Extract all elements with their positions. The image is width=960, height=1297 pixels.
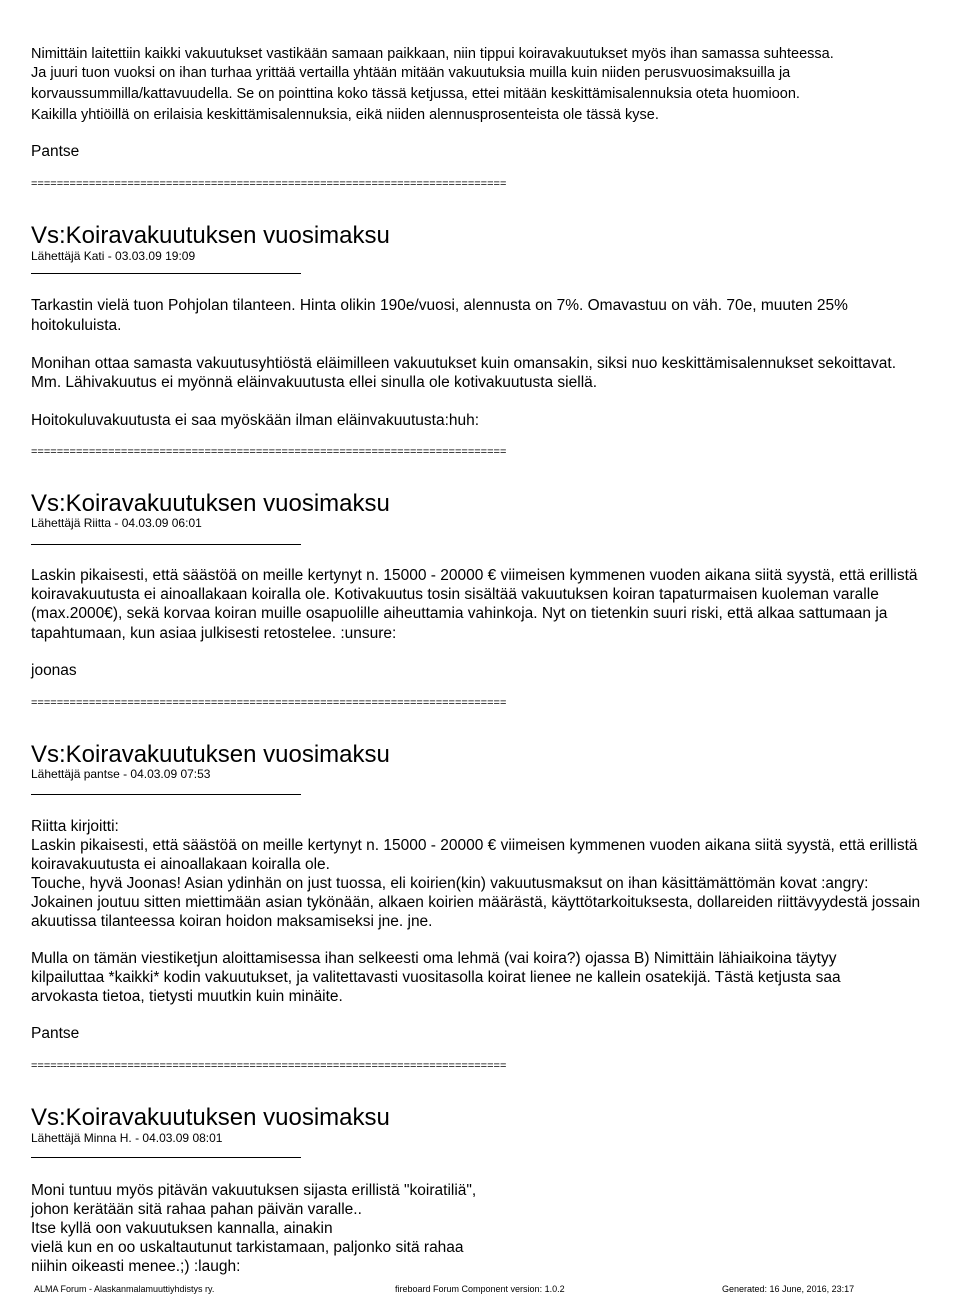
post-line: Monihan ottaa samasta vakuutusyhtiöstä eläimilleen vakuutukset kuin omansakin, siksi nuo keskittämisalennukset sekoittavat.: [31, 355, 897, 372]
post-title: Vs:Koiravakuutuksen vuosimaksu: [31, 1104, 390, 1131]
post-line: arvokasta tietoa, tietysti muutkin kuin minäite.: [31, 988, 343, 1005]
post-line: tapahtumaan, kun asiaa julkisesti retostelee. :unsure:: [31, 625, 397, 642]
post-line: niihin oikeasti menee.;) :laugh:: [31, 1258, 241, 1275]
post-line: Hoitokuluvakuutusta ei saa myöskään ilman eläinvakuutusta:huh:: [31, 412, 480, 429]
post-title: Vs:Koiravakuutuksen vuosimaksu: [31, 741, 390, 768]
post-line: Mulla on tämän viestiketjun aloittamisessa ihan selkeesti oma lehmä (vai koira?) ojassa B) Nimittäin lähiaikoina täytyy: [31, 950, 837, 967]
post-divider: [31, 1157, 301, 1158]
post-divider: [31, 794, 301, 795]
post-meta: Lähettäjä Kati - 03.03.09 19:09: [31, 249, 196, 263]
footer-site-name: ALMA Forum - Alaskanmalamuuttiyhdistys ry.: [34, 1284, 215, 1294]
post-signature: joonas: [31, 662, 77, 679]
post-line: Laskin pikaisesti, että säästöä on meille kertynyt n. 15000 - 20000 € viimeisen kymmenen vuoden aikana siitä syystä, että erillistä: [31, 567, 918, 584]
post-line: Jokainen joutuu sitten miettimään asian tykönään, alkaen koirien määrästä, käyttötarkoituksesta, dollareiden riittävyydestä jossain: [31, 894, 921, 911]
post-meta: Lähettäjä pantse - 04.03.09 07:53: [31, 767, 211, 781]
post-line: johon kerätään sitä rahaa pahan päivän varalle..: [31, 1201, 362, 1218]
intro-line: Ja juuri tuon vuoksi on ihan turhaa yrittää vertailla yhtään mitään vakuutuksia muilla kuin niiden perusvuosimaksuilla ja: [31, 65, 791, 81]
post-divider: [31, 544, 301, 545]
footer-generated-date: Generated: 16 June, 2016, 23:17: [722, 1284, 855, 1294]
separator: ==========================================================================: [31, 178, 507, 190]
post-line: akuutissa tilanteessa koiran hoidon maksamiseksi jne. jne.: [31, 913, 433, 930]
separator: ==========================================================================: [31, 1060, 507, 1072]
post-line: kilpailuttaa *kaikki* kodin vakuutukset, ja valitettavasti vuositasolla koirat lienee ne kallein osatekijä. Tästä ketjusta saa: [31, 969, 841, 986]
post-line: (max.2000€), sekä korvaa koiran muille osapuolille aiheuttamia vahinkoja. Nyt on tietenkin suuri riski, että alkaa sattumaan ja: [31, 605, 888, 622]
post-line: Moni tuntuu myös pitävän vakuutuksen sijasta erillistä "koiratiliä",: [31, 1182, 477, 1199]
post-meta: Lähettäjä Minna H. - 04.03.09 08:01: [31, 1131, 223, 1145]
post-line: Itse kyllä oon vakuutuksen kannalla, ainakin: [31, 1220, 333, 1237]
quote-header: Riitta kirjoitti:: [31, 818, 119, 835]
intro-signature: Pantse: [31, 143, 80, 160]
post-meta: Lähettäjä Riitta - 04.03.09 06:01: [31, 516, 202, 530]
footer-component-version: fireboard Forum Component version: 1.0.2: [395, 1284, 565, 1294]
post-title: Vs:Koiravakuutuksen vuosimaksu: [31, 222, 390, 249]
post-divider: [31, 273, 301, 274]
intro-line: korvaussummilla/kattavuudella. Se on pointtina koko tässä ketjussa, ettei mitään keskittämisalennuksia oteta huomioon.: [31, 86, 800, 102]
separator: ==========================================================================: [31, 697, 507, 709]
post-line: Tarkastin vielä tuon Pohjolan tilanteen. Hinta olikin 190e/vuosi, alennusta on 7%. Omavastuu on väh. 70e, muuten 25%: [31, 297, 848, 314]
quote-line: koiravakuutusta ei ainoallakaan koiralla ole.: [31, 856, 330, 873]
post-line: Touche, hyvä Joonas! Asian ydinhän on just tuossa, eli koirien(kin) vakuutusmaksut on ihan käsittämättömän kovat :angry:: [31, 875, 869, 892]
intro-line: Kaikilla yhtiöillä on erilaisia keskittämisalennuksia, eikä niiden alennusprosenteista ole tässä kyse.: [31, 107, 659, 123]
post-signature: Pantse: [31, 1025, 80, 1042]
post-line: koiravakuutusta ei ainoallakaan koiralla ole. Kotivakuutus tosin sisältää vakuutuksen koiran tapaturmaisen kuoleman varalle: [31, 586, 879, 603]
separator: ==========================================================================: [31, 446, 507, 458]
intro-line: Nimittäin laitettiin kaikki vakuutukset vastikään samaan paikkaan, niin tippui koiravakuutukset myös ihan samassa suhteessa.: [31, 46, 834, 62]
post-line: vielä kun en oo uskaltautunut tarkistamaan, paljonko sitä rahaa: [31, 1239, 464, 1256]
post-title: Vs:Koiravakuutuksen vuosimaksu: [31, 490, 390, 517]
post-line: Mm. Lähivakuutus ei myönnä eläinvakuutusta ellei sinulla ole kotivakuutusta siellä.: [31, 374, 598, 391]
post-line: hoitokuluista.: [31, 317, 122, 334]
quote-line: Laskin pikaisesti, että säästöä on meille kertynyt n. 15000 - 20000 € viimeisen kymmenen vuoden aikana siitä syystä, että erillistä: [31, 837, 918, 854]
